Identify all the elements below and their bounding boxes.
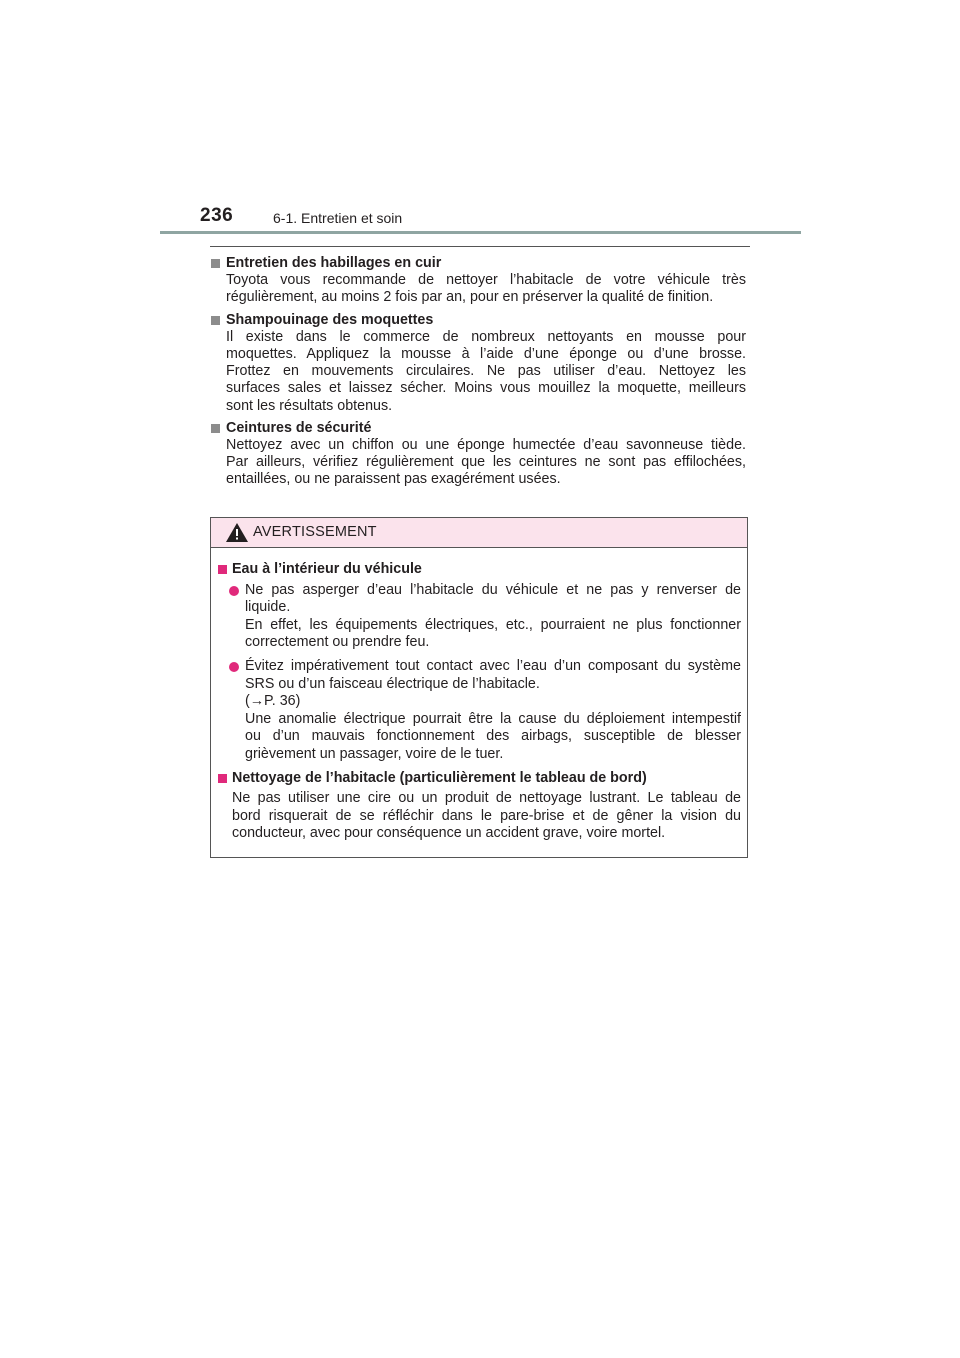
body-line: liquide.: [245, 599, 291, 616]
square-bullet-icon: [211, 259, 220, 268]
body-line: moquettes. Appliquez la mousse à l’aide d’une éponge ou d’une brosse.: [226, 346, 746, 363]
round-bullet-icon: [229, 662, 239, 672]
header-rule: [160, 231, 801, 234]
body-line: correctement ou prendre feu.: [245, 634, 430, 651]
section-heading-text: Entretien des habillages en cuir: [226, 255, 442, 271]
body-line: Ne pas asperger d’eau l’habitacle du véhicule et ne pas y renverser de: [245, 581, 741, 598]
page-reference[interactable]: (→P. 36): [245, 693, 301, 710]
warning-section-heading-text: Nettoyage de l’habitacle (particulièrement le tableau de bord): [232, 769, 647, 786]
content-top-rule: [210, 246, 750, 247]
section-seatbelts: [210, 420, 746, 489]
body-line: grièvement un passager, voire de le tuer.: [245, 745, 504, 762]
warning-triangle-icon: [226, 523, 248, 542]
main-content: [210, 255, 746, 494]
section-body: [210, 329, 746, 415]
warning-label: AVERTISSEMENT: [253, 524, 377, 540]
warning-box: [210, 517, 748, 858]
body-line: ou d’un mauvais fonctionnement des airbags, susceptible de blesser: [245, 728, 741, 745]
page-number: 236: [200, 205, 234, 226]
square-bullet-icon: [211, 316, 220, 325]
warning-body: [211, 548, 747, 843]
warning-bullet-text: [245, 658, 741, 764]
section-heading: [210, 255, 746, 272]
square-bullet-icon: [218, 565, 227, 574]
warning-bullet: [229, 658, 741, 764]
body-line: Frottez en mouvements circulaires. Ne pas utiliser d’eau. Nettoyez les: [226, 363, 746, 380]
section-body: [210, 437, 746, 489]
body-line: Par ailleurs, vérifiez régulièrement que les ceintures ne sont pas effilochées,: [226, 454, 746, 471]
section-heading: [210, 420, 746, 437]
section-leather: [210, 255, 746, 307]
body-line: Une anomalie électrique pourrait être la cause du déploiement intempestif: [245, 710, 741, 727]
body-line: Évitez impérativement tout contact avec l’eau d’un composant du système: [245, 657, 741, 674]
section-heading: [210, 312, 746, 329]
warning-header: [211, 518, 747, 548]
body-line: entaillées, ou ne paraissent pas exagérément usées.: [226, 471, 561, 488]
warning-bullet: [229, 582, 741, 652]
section-carpets: [210, 312, 746, 415]
body-line: sont les résultats obtenus.: [226, 397, 393, 414]
warning-section-body: [217, 790, 741, 843]
square-bullet-icon: [218, 774, 227, 783]
warning-section-heading-text: Eau à l’intérieur du véhicule: [232, 561, 422, 577]
section-heading-text: Ceintures de sécurité: [226, 419, 372, 436]
body-line: conducteur, avec pour conséquence un accident grave, voire mortel.: [232, 825, 666, 842]
body-line: En effet, les équipements électriques, etc., pourraient ne plus fonctionner: [245, 616, 741, 633]
section-heading-text: Shampouinage des moquettes: [226, 311, 434, 328]
square-bullet-icon: [211, 424, 220, 433]
warning-bullet-text: [245, 582, 741, 652]
body-line: Il existe dans le commerce de nombreux nettoyants en mousse pour: [226, 328, 746, 345]
body-line: SRS ou d’un faisceau électrique de l’habitacle.: [245, 675, 540, 692]
body-line: Ne pas utiliser une cire ou un produit de nettoyage lustrant. Le tableau de: [232, 790, 741, 807]
warning-section-heading: [217, 770, 741, 788]
body-line: bord risquerait de se réfléchir dans le pare-brise et de gêner la vision du: [232, 807, 741, 824]
body-line: Nettoyez avec un chiffon ou une éponge humectée d’eau savonneuse tiède.: [226, 437, 746, 454]
body-line: Toyota vous recommande de nettoyer l’habitacle de votre véhicule très: [226, 272, 746, 289]
section-body: [210, 272, 746, 306]
body-line: surfaces sales et laissez sécher. Moins vous mouillez la moquette, meilleurs: [226, 380, 746, 397]
body-line: régulièrement, au moins 2 fois par an, pour en préserver la qualité de finition.: [226, 289, 714, 306]
section-title: 6-1. Entretien et soin: [273, 210, 403, 226]
warning-section-heading: [217, 561, 741, 579]
round-bullet-icon: [229, 586, 239, 596]
